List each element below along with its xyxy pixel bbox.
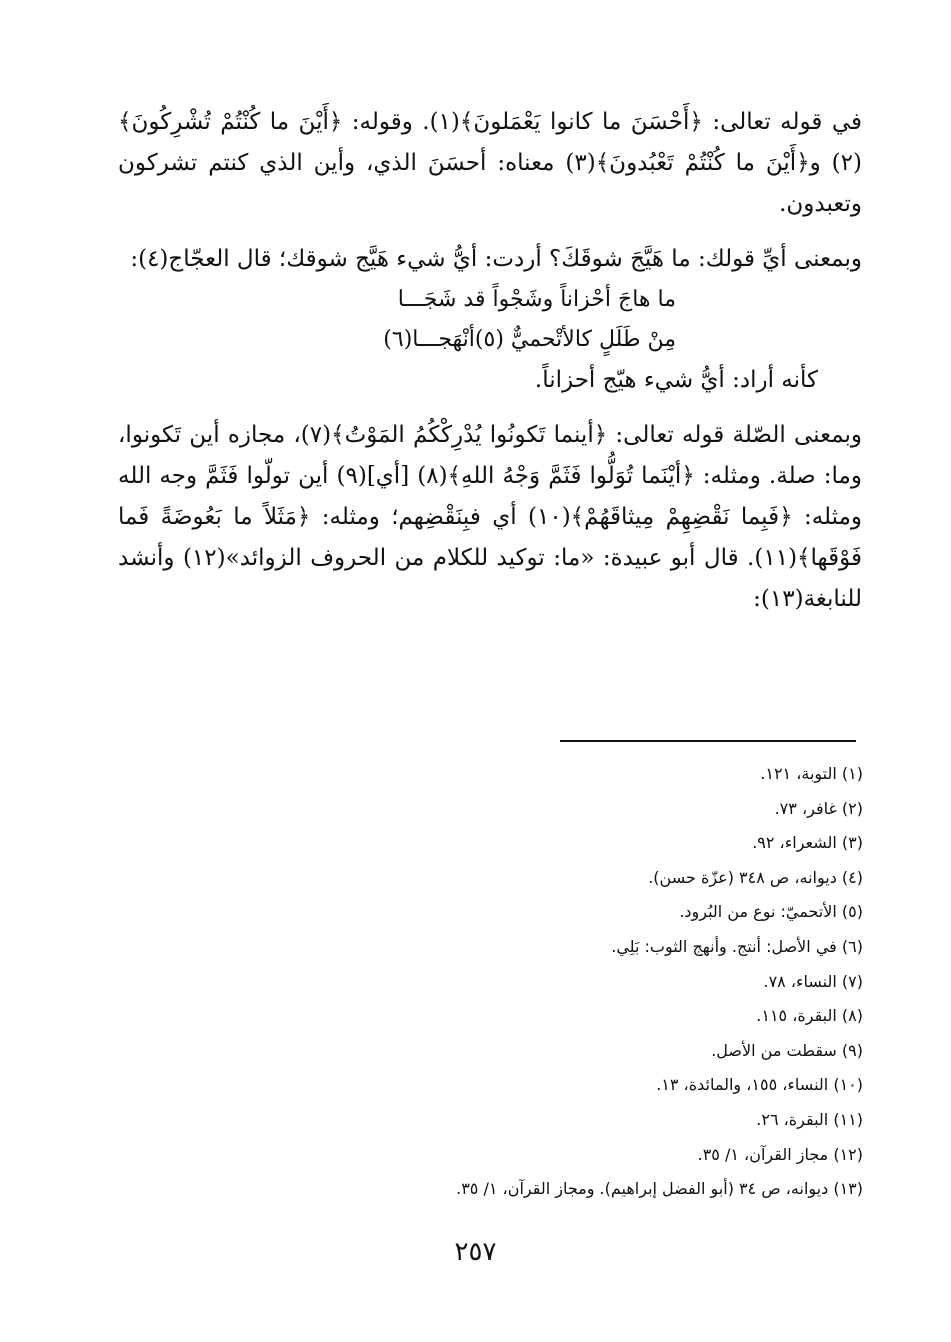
main-text bbox=[118, 102, 862, 620]
footnote-5: (٥) الأتحميّ: نوع من البُرود. bbox=[679, 902, 863, 922]
footnote-7: (٧) النساء، ٧٨. bbox=[763, 971, 863, 991]
paragraph-gap bbox=[118, 225, 862, 239]
paragraph-3: كأنه أراد: أيُّ شيء هيّج أحزاناً. bbox=[534, 367, 818, 393]
footnote-separator bbox=[560, 740, 856, 742]
paragraph-4: وبمعنى الصّلة قوله تعالى: ﴿أينما تَكونُوا يُدْرِكْكُمُ المَوْتُ﴾(٧)، مجازه أين تَكونوا، وما: صلة. ومثله: ﴿أيْنَما تُوَلُّوا فَثَمَّ وَجْهُ اللهِ﴾(٨) [أي](٩) أين تولّوا فَثَمَّ وجه الله ومثله: ﴿فَبِما نَقْضِهِمْ مِيثاقَهُمْ﴾(١٠) أي فبِنَقْضِهم؛ ومثله: ﴿مَثَلاً ما بَعُوضَةً فَما فَوْقَها﴾(١١). قال أبو عبيدة: «ما: توكيد للكلام من الحروف الزوائد»(١٢) وأنشد للنابغة(١٣): bbox=[118, 422, 863, 612]
footnote-8: (٨) البقرة، ١١٥. bbox=[756, 1006, 863, 1026]
footnotes-list bbox=[163, 757, 863, 1207]
poem-verse bbox=[118, 280, 862, 360]
paragraph-gap bbox=[118, 401, 862, 415]
footnote-12: (١٢) مجاز القرآن، ١/ ٣٥. bbox=[697, 1144, 863, 1164]
paragraph-2: وبمعنى أيِّ قولك: ما هَيَّجَ شوقَكَ؟ أردت: أيُّ شيء هَيَّج شوقك؛ قال العجّاج(٤): bbox=[130, 246, 862, 272]
page-number: ٢٥٧ bbox=[454, 1237, 497, 1267]
footnote-6: (٦) في الأصل: أنتج. وأنهج الثوب: بَلِي. bbox=[611, 936, 863, 956]
footnote-1: (١) التوبة، ١٢١. bbox=[760, 764, 863, 783]
footnote-3: (٣) الشعراء، ٩٢. bbox=[752, 833, 863, 853]
footnote-2: (٢) غافر، ٧٣. bbox=[774, 798, 863, 818]
footnote-10: (١٠) النساء، ١٥٥، والمائدة، ١٣. bbox=[656, 1075, 863, 1095]
footnote-9: (٩) سقطت من الأصل. bbox=[711, 1040, 863, 1060]
footnote-11: (١١) البقرة، ٢٦. bbox=[756, 1109, 863, 1129]
paragraph-1: في قوله تعالى: ﴿أَحْسَنَ ما كانوا يَعْمَلونَ﴾(١). وقوله: ﴿أَيْنَ ما كُنْتُمْ تُشْرِكُونَ﴾(٢) و﴿أَيْنَ ما كُنْتُمْ تَعْبُدونَ﴾(٣) معناه: أحسَنَ الذي، وأين الذي كنتم تشركون وتعبدون. bbox=[118, 109, 862, 217]
footnote-13: (١٣) ديوانه، ص ٣٤ (أبو الفضل إبراهيم). ومجاز القرآن، ١/ ٣٥. bbox=[456, 1179, 863, 1199]
verse-line-1: ما هاجَ أحْزاناً وشَجْواً قد شَجَـــا bbox=[397, 287, 676, 312]
verse-line-2: مِنْ طَلَلٍ كالأتْحميٌّ (٥)أنْهَجـــا(٦) bbox=[383, 327, 676, 352]
footnote-4: (٤) ديوانه، ص ٣٤٨ (عزّة حسن). bbox=[648, 867, 863, 887]
